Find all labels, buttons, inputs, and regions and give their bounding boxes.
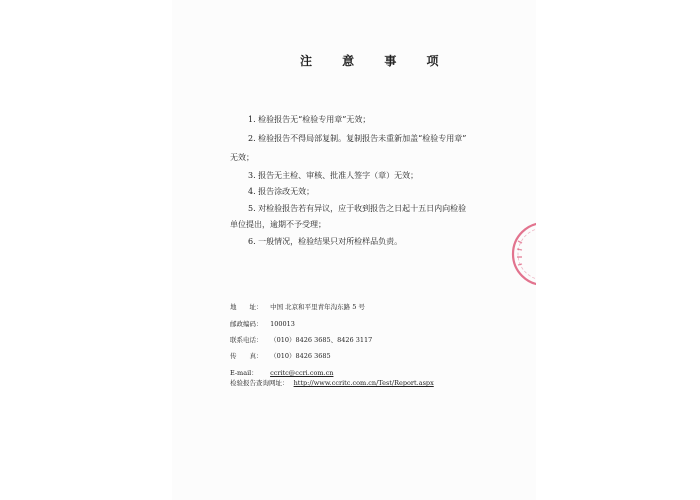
query-url-label: 检验报告查询网址：	[230, 379, 289, 387]
email-label: E-mail：	[230, 369, 258, 377]
notice-item-5-continued: 单位提出，逾期不予受理；	[230, 220, 326, 229]
notice-item-6: 6. 一般情况，检验结果只对所检样品负责。	[248, 237, 403, 246]
notice-item-1: 1. 检验报告无“检验专用章”无效；	[248, 115, 371, 124]
notice-item-4: 4. 报告涂改无效；	[248, 187, 315, 196]
page-title: 注 意 事 项	[300, 54, 452, 68]
notice-item-2-continued: 无效；	[230, 153, 254, 162]
zip-value: 100013	[270, 320, 295, 328]
fax-label: 传 真：	[230, 352, 263, 360]
query-url-link[interactable]: http://www.ccritc.com.cn/Test/Report.aspx	[293, 379, 434, 387]
red-seal-stamp-icon	[506, 219, 536, 289]
phone-label: 联系电话：	[230, 336, 263, 344]
address-value: 中国 北京和平里青年沟东路 5 号	[270, 303, 365, 311]
query-url-row	[230, 379, 434, 388]
address-label: 地 址：	[230, 303, 263, 311]
paper-sheet	[172, 0, 536, 500]
email-link[interactable]: ccritc@ccri.com.cn	[270, 369, 334, 377]
notice-item-5: 5. 对检验报告若有异议，应于收到报告之日起十五日内向检验	[248, 204, 467, 213]
phone-value: （010）8426 3685、8426 3117	[270, 336, 373, 344]
zip-label: 邮政编码：	[230, 320, 263, 328]
fax-row	[230, 352, 331, 361]
notice-item-2: 2. 检验报告不得局部复制。复制报告未重新加盖“检验专用章”	[248, 134, 467, 143]
phone-row	[230, 336, 372, 345]
notice-item-3: 3. 报告无主检、审核、批准人签字（章）无效；	[248, 171, 419, 180]
fax-value: （010）8426 3685	[270, 352, 331, 360]
stamp-graphic	[506, 219, 536, 289]
address-row	[230, 303, 365, 312]
email-row	[230, 369, 333, 378]
zip-row	[230, 320, 295, 329]
